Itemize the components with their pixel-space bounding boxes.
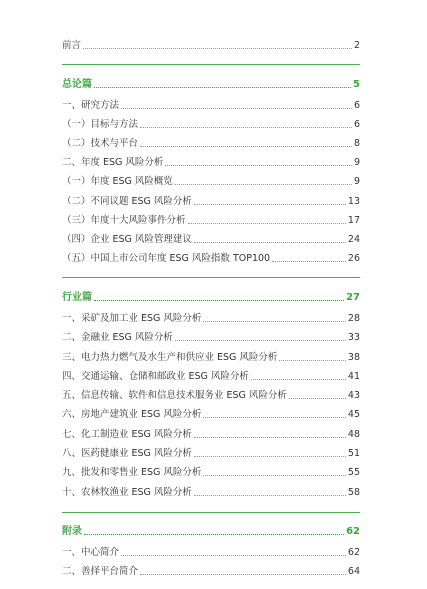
toc-entry-label: （一）年度 ESG 风险概览 bbox=[62, 176, 173, 187]
toc-page-number: 2 bbox=[353, 40, 360, 51]
section-divider bbox=[62, 277, 360, 278]
section-divider bbox=[62, 512, 360, 513]
toc-entry-label: （二）不同议题 ESG 风险分析 bbox=[62, 196, 192, 207]
toc-entry-label: 五、信息传输、软件和信息技术服务业 ESG 风险分析 bbox=[62, 390, 287, 401]
dot-leader bbox=[94, 300, 344, 301]
toc-entry[interactable] bbox=[62, 311, 360, 325]
toc-entry[interactable] bbox=[62, 213, 360, 227]
toc-page-number: 38 bbox=[347, 352, 360, 363]
dot-leader bbox=[165, 165, 352, 166]
dot-leader bbox=[289, 398, 346, 399]
toc-page-number: 17 bbox=[347, 215, 360, 226]
toc-page-number: 55 bbox=[347, 467, 360, 478]
toc-page-number: 64 bbox=[347, 566, 360, 577]
dot-leader bbox=[279, 360, 345, 361]
toc-entry[interactable] bbox=[62, 98, 360, 112]
toc-entry[interactable] bbox=[62, 174, 360, 188]
toc-page-number: 43 bbox=[347, 390, 360, 401]
dot-leader bbox=[194, 437, 346, 438]
toc-entry-label: 一、研究方法 bbox=[62, 100, 120, 111]
toc-entry[interactable] bbox=[62, 427, 360, 441]
toc-page-number: 24 bbox=[347, 234, 360, 245]
toc-section-heading[interactable] bbox=[62, 524, 360, 538]
toc-entry-label: 三、电力热力燃气及水生产和供应业 ESG 风险分析 bbox=[62, 352, 278, 363]
dot-leader bbox=[194, 456, 346, 457]
toc-entry-label: 八、医药健康业 ESG 风险分析 bbox=[62, 448, 192, 459]
toc-entry-label: （三）年度十大风险事件分析 bbox=[62, 215, 186, 226]
dot-leader bbox=[84, 534, 344, 535]
dot-leader bbox=[140, 574, 346, 575]
toc-entry[interactable] bbox=[62, 117, 360, 131]
toc-entry[interactable] bbox=[62, 446, 360, 460]
toc-entry[interactable] bbox=[62, 369, 360, 383]
toc-entry-label: （一）目标与方法 bbox=[62, 119, 139, 130]
dot-leader bbox=[272, 261, 346, 262]
toc-entry[interactable] bbox=[62, 388, 360, 402]
toc-page-number: 45 bbox=[347, 409, 360, 420]
toc-page-number: 6 bbox=[353, 100, 360, 111]
section-title: 行业篇 bbox=[62, 292, 92, 303]
toc-entry-label: 一、采矿及加工业 ESG 风险分析 bbox=[62, 313, 202, 324]
dot-leader bbox=[140, 146, 352, 147]
toc-entry-label: 六、房地产建筑业 ESG 风险分析 bbox=[62, 409, 202, 420]
dot-leader bbox=[194, 495, 346, 496]
dot-leader bbox=[194, 204, 346, 205]
toc-entry[interactable] bbox=[62, 232, 360, 246]
dot-leader bbox=[175, 340, 346, 341]
toc-entry-label: 十、农林牧渔业 ESG 风险分析 bbox=[62, 487, 192, 498]
toc-page-number: 26 bbox=[347, 253, 360, 264]
toc-page-number: 48 bbox=[347, 429, 360, 440]
section-page-number: 5 bbox=[353, 79, 360, 90]
toc-entry-label: 七、化工制造业 ESG 风险分析 bbox=[62, 429, 192, 440]
section-page-number: 27 bbox=[346, 292, 360, 303]
toc-page-number: 9 bbox=[353, 176, 360, 187]
section-title: 总论篇 bbox=[62, 79, 92, 90]
toc-page-number: 6 bbox=[353, 119, 360, 130]
toc-entry[interactable] bbox=[62, 545, 360, 559]
toc-entry[interactable] bbox=[62, 465, 360, 479]
toc-entry[interactable] bbox=[62, 564, 360, 578]
dot-leader bbox=[203, 321, 345, 322]
toc-entry[interactable] bbox=[62, 350, 360, 364]
toc-entry[interactable] bbox=[62, 194, 360, 208]
section-divider bbox=[62, 64, 360, 65]
toc-entry-label: （二）技术与平台 bbox=[62, 138, 139, 149]
toc-page-number: 9 bbox=[353, 157, 360, 168]
toc-entry[interactable] bbox=[62, 136, 360, 150]
toc-section-heading[interactable] bbox=[62, 290, 360, 304]
dot-leader bbox=[251, 379, 346, 380]
section-title: 附录 bbox=[62, 526, 82, 537]
toc-entry[interactable] bbox=[62, 407, 360, 421]
dot-leader bbox=[203, 417, 345, 418]
toc-page-number: 8 bbox=[353, 138, 360, 149]
toc-entry-label: （五）中国上市公司年度 ESG 风险指数 TOP100 bbox=[62, 253, 271, 264]
dot-leader bbox=[94, 87, 351, 88]
toc-entry-label: （四）企业 ESG 风险管理建议 bbox=[62, 234, 192, 245]
toc-entry[interactable] bbox=[62, 155, 360, 169]
dot-leader bbox=[203, 475, 345, 476]
toc-page-number: 58 bbox=[347, 487, 360, 498]
toc-entry-label: 一、中心简介 bbox=[62, 547, 120, 558]
dot-leader bbox=[175, 184, 352, 185]
dot-leader bbox=[121, 555, 346, 556]
toc-entry-label: 九、批发和零售业 ESG 风险分析 bbox=[62, 467, 202, 478]
toc-section-heading[interactable] bbox=[62, 77, 360, 91]
dot-leader bbox=[194, 242, 346, 243]
dot-leader bbox=[188, 223, 346, 224]
dot-leader bbox=[83, 48, 352, 49]
toc-page-number: 28 bbox=[347, 313, 360, 324]
toc-page-number: 13 bbox=[347, 196, 360, 207]
toc-entry-label: 二、善择平台简介 bbox=[62, 566, 139, 577]
toc-page-number: 33 bbox=[347, 332, 360, 343]
dot-leader bbox=[121, 108, 352, 109]
toc-entry-label: 二、年度 ESG 风险分析 bbox=[62, 157, 164, 168]
toc-entry[interactable] bbox=[62, 330, 360, 344]
dot-leader bbox=[140, 127, 352, 128]
toc-entry[interactable] bbox=[62, 251, 360, 265]
toc-entry-label: 二、金融业 ESG 风险分析 bbox=[62, 332, 173, 343]
toc-entry-label: 前言 bbox=[62, 40, 82, 51]
toc-page-number: 62 bbox=[347, 547, 360, 558]
section-page-number: 62 bbox=[346, 526, 360, 537]
toc-entry[interactable] bbox=[62, 485, 360, 499]
toc-page-number: 51 bbox=[347, 448, 360, 459]
toc-page-number: 41 bbox=[347, 371, 360, 382]
toc-entry-foreword[interactable] bbox=[62, 38, 360, 52]
toc-entry-label: 四、交通运输、仓储和邮政业 ESG 风险分析 bbox=[62, 371, 249, 382]
